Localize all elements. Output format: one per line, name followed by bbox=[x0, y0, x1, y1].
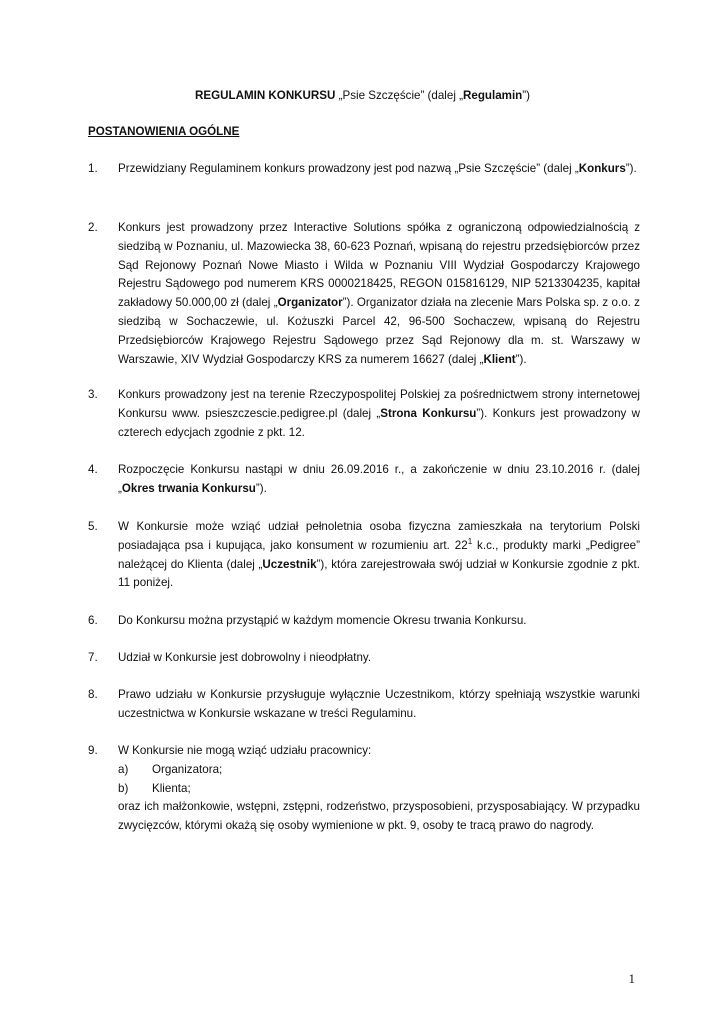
item-text bbox=[118, 386, 640, 442]
title-close: ”) bbox=[522, 89, 530, 102]
item-defined-term: Uczestnik bbox=[262, 557, 317, 571]
item-number: 9. bbox=[88, 744, 98, 757]
item-text-part: ”). Konkurs jest prowadzony w czterech edycjach zgodnie z pkt. 12. bbox=[118, 406, 641, 439]
item-text-part: ”), która zarejestrowała swój udział w Konkursie zgodnie z pkt. 11 poniżej. bbox=[118, 557, 640, 590]
item-text bbox=[118, 742, 640, 836]
item-text-part: W Konkursie może wziąć udział pełnoletnia osoba fizyczna zamieszkała na terytorium Polski posiadająca psa i kupująca, jako konsument w rozumieniu art. 22 bbox=[118, 520, 640, 552]
title-defined-term: Regulamin bbox=[463, 89, 523, 102]
list-item bbox=[88, 160, 640, 179]
list-item bbox=[88, 686, 640, 724]
item-defined-term: Okres trwania Konkursu bbox=[121, 481, 256, 495]
item-number: 1. bbox=[88, 162, 98, 175]
item-number: 8. bbox=[88, 688, 98, 701]
item-text-part: Rozpoczęcie Konkursu nastąpi w dniu 26.09.2016 r., a zakończenie w dniu 23.10.2016 r. (dalej „ bbox=[118, 463, 640, 495]
item-text-part: ”). bbox=[625, 162, 637, 175]
item-text bbox=[118, 219, 640, 369]
item-number: 5. bbox=[88, 520, 98, 533]
list-item bbox=[88, 518, 640, 593]
item-text bbox=[118, 518, 640, 593]
title-contest-name: „Psie Szczęście” (dalej „ bbox=[335, 89, 463, 102]
item-number: 6. bbox=[88, 614, 98, 627]
item-number: 7. bbox=[88, 651, 98, 664]
item-number: 2. bbox=[88, 221, 98, 234]
item-text-part: Przewidziany Regulaminem konkurs prowadzony jest pod nazwą „Psie Szczęście” (dalej „ bbox=[118, 162, 579, 175]
item-text-part: ”). Organizator działa na zlecenie Mars Polska sp. z o.o. z siedzibą w Sochaczewie, ul. Kożuszki Parcel 42, 96-500 Sochaczew, wpisaną do Rejestru Przedsiębiorców Krajowego Rejestru Sądowego przez Sąd Rejonowy dla m. st. Warszawy w Warszawie, XIV Wydział Gospodarczy KRS za numerem 16627 (dalej „ bbox=[118, 296, 640, 366]
item-text bbox=[118, 461, 640, 499]
section-heading: POSTANOWIENIA OGÓLNE bbox=[88, 125, 240, 138]
page-number: 1 bbox=[628, 971, 635, 986]
sub-item-text: Organizatora; bbox=[152, 762, 223, 776]
item-text: Prawo udziału w Konkursie przysługuje wyłącznie Uczestnikom, którzy spełniają wszystkie warunki uczestnictwa w Konkursie wskazane w treści Regulaminu. bbox=[118, 688, 640, 720]
list-item bbox=[88, 649, 640, 668]
item-text-part: ”). bbox=[515, 352, 527, 366]
item-defined-term: Strona Konkursu bbox=[380, 406, 477, 420]
list-item bbox=[88, 461, 640, 499]
list-item bbox=[88, 612, 640, 631]
list-item bbox=[88, 219, 640, 369]
sub-item bbox=[118, 761, 640, 780]
item-text: Do Konkursu można przystąpić w każdym momencie Okresu trwania Konkursu. bbox=[118, 614, 527, 627]
title-main: REGULAMIN KONKURSU bbox=[195, 89, 336, 102]
list-item bbox=[88, 386, 640, 442]
item-text-part: Konkurs jest prowadzony przez Interactive Solutions spółka z ograniczoną odpowiedzialnością z siedzibą w Poznaniu, ul. Mazowiecka 38, 60-623 Poznań, wpisaną do rejestru przedsiębiorców przez Sąd Rejonowy Poznań Nowe Miasto i Wilda w Poznaniu VIII Wydział Gospodarczy Krajowego Rejestru Sądowego pod numerem KRS 0000218425, REGON 015816129, NIP 5213304235, kapitał zakładowy 50.000,00 zł (dalej „ bbox=[118, 221, 640, 310]
superscript: 1 bbox=[467, 536, 473, 546]
sub-item-text: Klienta; bbox=[152, 781, 191, 795]
item-text-part: Konkurs prowadzony jest na terenie Rzeczypospolitej Polskiej za pośrednictwem strony internetowej Konkursu www. psieszczescie.pedigree.pl (dalej „ bbox=[118, 388, 640, 420]
item-defined-term: Konkurs bbox=[578, 162, 626, 175]
item-text bbox=[118, 160, 640, 179]
item-text-part: oraz ich małżonkowie, wstępni, zstępni, rodzeństwo, przysposobieni, przysposabiający. W przypadku zwycięzców, którymi okażą się osoby wymienione w pkt. 9, osoby te tracą prawo do nagrody. bbox=[118, 800, 640, 833]
list-item bbox=[88, 742, 640, 836]
sub-item bbox=[118, 780, 640, 799]
item-defined-term: Klient bbox=[483, 352, 516, 366]
item-defined-term: Organizator bbox=[277, 296, 343, 310]
document-title bbox=[0, 87, 725, 105]
sub-item-label: a) bbox=[118, 762, 129, 776]
sub-item-label: b) bbox=[118, 781, 129, 795]
item-text-part: ”). bbox=[255, 481, 267, 495]
item-text-part: k.c., produkty marki „Pedigree” należącej do Klienta (dalej „ bbox=[118, 538, 640, 571]
item-text-part: W Konkursie nie mogą wziąć udziału pracownicy: bbox=[118, 744, 372, 757]
item-text: Udział w Konkursie jest dobrowolny i nieodpłatny. bbox=[118, 651, 372, 664]
item-number: 3. bbox=[88, 388, 98, 401]
item-number: 4. bbox=[88, 463, 98, 476]
